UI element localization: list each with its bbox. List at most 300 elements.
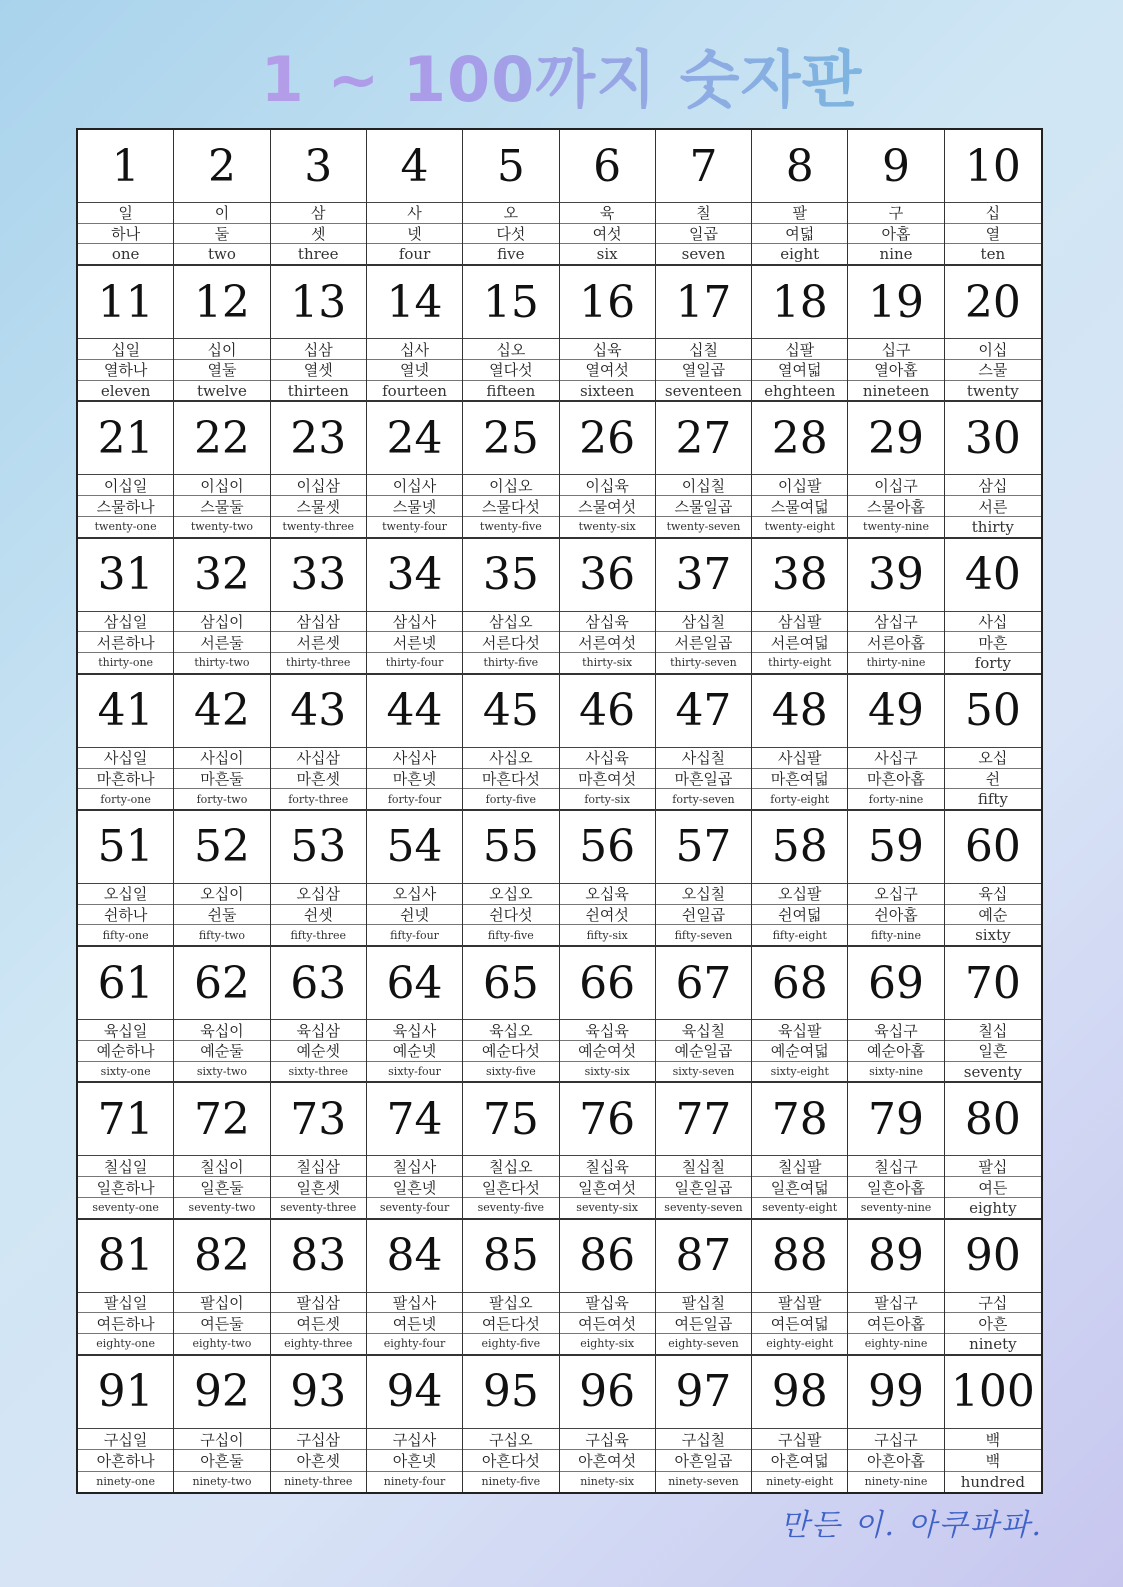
number-cell — [848, 130, 944, 266]
number-digit: 28 — [752, 402, 847, 475]
sino-korean-reading: 사십칠 — [656, 748, 751, 769]
native-korean-reading: 백 — [945, 1450, 1041, 1471]
number-digit: 84 — [367, 1220, 462, 1293]
native-korean-reading: 스물둘 — [174, 496, 269, 517]
number-cell — [752, 811, 848, 947]
number-digit: 17 — [656, 266, 751, 339]
english-word: sixty-nine — [869, 1065, 923, 1079]
english-word: eighty-three — [284, 1337, 353, 1351]
number-digit: 68 — [752, 947, 847, 1020]
number-cell — [848, 1083, 944, 1219]
number-cell — [752, 402, 848, 538]
native-korean-reading: 아흔 — [945, 1313, 1041, 1334]
native-korean-reading: 일흔여섯 — [560, 1177, 655, 1198]
english-word: forty-four — [387, 792, 442, 806]
sino-korean-reading: 칠십구 — [848, 1156, 943, 1177]
english-word: twenty-seven — [666, 520, 741, 534]
english-word: seventy-five — [477, 1201, 545, 1215]
number-cell — [78, 266, 174, 402]
number-digit: 52 — [174, 811, 269, 884]
native-korean-reading: 스물여섯 — [560, 496, 655, 517]
number-digit: 76 — [560, 1083, 655, 1156]
number-digit: 48 — [752, 675, 847, 748]
sino-korean-reading: 팔십이 — [174, 1293, 269, 1314]
sino-korean-reading: 삼십육 — [560, 612, 655, 633]
number-cell — [463, 675, 559, 811]
sino-korean-reading: 사십이 — [174, 748, 269, 769]
sino-korean-reading: 육십 — [945, 884, 1041, 905]
sino-korean-reading: 팔십 — [945, 1156, 1041, 1177]
sino-korean-reading: 구십구 — [848, 1429, 943, 1450]
native-korean-reading: 마흔하나 — [78, 769, 173, 790]
number-digit: 94 — [367, 1356, 462, 1429]
english-word: ninety — [969, 1334, 1017, 1353]
number-digit: 86 — [560, 1220, 655, 1293]
author-signature: 만든 이. 아쿠파파. — [779, 1508, 1043, 1543]
native-korean-reading: 아흔둘 — [174, 1450, 269, 1471]
sino-korean-reading: 구십사 — [367, 1429, 462, 1450]
native-korean-reading: 쉰하나 — [78, 905, 173, 926]
native-korean-reading: 열셋 — [271, 360, 366, 381]
sino-korean-reading: 십오 — [463, 339, 558, 360]
native-korean-reading: 일흔아홉 — [848, 1177, 943, 1198]
native-korean-reading: 여덟 — [752, 224, 847, 245]
number-cell — [174, 402, 270, 538]
number-cell — [367, 539, 463, 675]
english-word: sixty-six — [584, 1065, 630, 1079]
english-word: twenty-two — [190, 520, 254, 534]
number-cell — [848, 539, 944, 675]
english-word: ninety-eight — [766, 1475, 834, 1489]
number-digit: 56 — [560, 811, 655, 884]
english-word: thirty-nine — [866, 656, 926, 670]
number-digit: 44 — [367, 675, 462, 748]
number-digit: 65 — [463, 947, 558, 1020]
number-cell — [560, 947, 656, 1083]
native-korean-reading: 스물여덟 — [752, 496, 847, 517]
english-word: sixty-seven — [672, 1065, 735, 1079]
number-cell — [271, 675, 367, 811]
native-korean-reading: 다섯 — [463, 224, 558, 245]
english-word: ninety-six — [580, 1475, 635, 1489]
english-word: sixty-five — [485, 1065, 536, 1079]
number-cell — [174, 539, 270, 675]
number-cell — [463, 539, 559, 675]
number-digit: 13 — [271, 266, 366, 339]
number-digit: 38 — [752, 539, 847, 612]
sino-korean-reading: 팔십칠 — [656, 1293, 751, 1314]
number-cell — [560, 130, 656, 266]
sino-korean-reading: 오십사 — [367, 884, 462, 905]
english-word: eighty-two — [192, 1337, 252, 1351]
native-korean-reading: 셋 — [271, 224, 366, 245]
number-cell — [752, 675, 848, 811]
english-word: nineteen — [862, 381, 930, 400]
number-digit: 98 — [752, 1356, 847, 1429]
english-word: seventy-four — [379, 1201, 450, 1215]
number-digit: 60 — [945, 811, 1041, 884]
native-korean-reading: 일흔넷 — [367, 1177, 462, 1198]
number-digit: 62 — [174, 947, 269, 1020]
native-korean-reading: 스물아홉 — [848, 496, 943, 517]
number-digit: 51 — [78, 811, 173, 884]
number-cell — [848, 1356, 944, 1492]
number-digit: 73 — [271, 1083, 366, 1156]
native-korean-reading: 여든여덟 — [752, 1313, 847, 1334]
english-word: forty-three — [288, 792, 349, 806]
sino-korean-reading: 사 — [367, 203, 462, 224]
sino-korean-reading: 십삼 — [271, 339, 366, 360]
english-word: fifty-three — [290, 928, 347, 942]
number-digit: 11 — [78, 266, 173, 339]
english-word: three — [297, 245, 339, 264]
number-cell — [463, 266, 559, 402]
number-cell — [463, 1083, 559, 1219]
sino-korean-reading: 이십 — [945, 339, 1041, 360]
number-cell — [271, 811, 367, 947]
native-korean-reading: 서른하나 — [78, 632, 173, 653]
number-cell — [560, 539, 656, 675]
english-word: ninety-five — [481, 1475, 541, 1489]
number-digit: 36 — [560, 539, 655, 612]
native-korean-reading: 일곱 — [656, 224, 751, 245]
number-cell — [78, 539, 174, 675]
number-cell — [560, 1083, 656, 1219]
number-digit: 89 — [848, 1220, 943, 1293]
sino-korean-reading: 육십이 — [174, 1020, 269, 1041]
sino-korean-reading: 오십이 — [174, 884, 269, 905]
sino-korean-reading: 구십일 — [78, 1429, 173, 1450]
native-korean-reading: 일흔다섯 — [463, 1177, 558, 1198]
sino-korean-reading: 일 — [78, 203, 173, 224]
number-digit: 96 — [560, 1356, 655, 1429]
sino-korean-reading: 십이 — [174, 339, 269, 360]
sino-korean-reading: 오십오 — [463, 884, 558, 905]
number-digit: 30 — [945, 402, 1041, 475]
number-digit: 41 — [78, 675, 173, 748]
sino-korean-reading: 십일 — [78, 339, 173, 360]
english-word: eighty-four — [383, 1337, 446, 1351]
sino-korean-reading: 십사 — [367, 339, 462, 360]
sino-korean-reading: 구십삼 — [271, 1429, 366, 1450]
english-word: twenty-nine — [863, 520, 930, 534]
native-korean-reading: 열넷 — [367, 360, 462, 381]
english-word: forty-six — [584, 792, 630, 806]
sino-korean-reading: 십구 — [848, 339, 943, 360]
number-cell — [78, 130, 174, 266]
english-word: seventy-seven — [664, 1201, 743, 1215]
number-cell — [560, 811, 656, 947]
number-digit: 53 — [271, 811, 366, 884]
sino-korean-reading: 백 — [945, 1429, 1041, 1450]
english-word: fifty-seven — [674, 928, 733, 942]
native-korean-reading: 넷 — [367, 224, 462, 245]
sino-korean-reading: 오십육 — [560, 884, 655, 905]
number-cell — [656, 1220, 752, 1356]
native-korean-reading: 스물다섯 — [463, 496, 558, 517]
english-word: thirty-four — [385, 656, 444, 670]
sino-korean-reading: 육십삼 — [271, 1020, 366, 1041]
native-korean-reading: 예순넷 — [367, 1041, 462, 1062]
number-digit: 66 — [560, 947, 655, 1020]
number-digit: 79 — [848, 1083, 943, 1156]
english-word: ninety-one — [96, 1475, 156, 1489]
sino-korean-reading: 삼십구 — [848, 612, 943, 633]
native-korean-reading: 아흔셋 — [271, 1450, 366, 1471]
native-korean-reading: 열다섯 — [463, 360, 558, 381]
sino-korean-reading: 칠십팔 — [752, 1156, 847, 1177]
english-word: nine — [879, 245, 913, 264]
english-word: two — [207, 245, 236, 264]
native-korean-reading: 예순하나 — [78, 1041, 173, 1062]
number-cell — [367, 1083, 463, 1219]
native-korean-reading: 아홉 — [848, 224, 943, 245]
english-word: seventeen — [664, 381, 742, 400]
number-cell — [463, 130, 559, 266]
number-cell — [656, 1356, 752, 1492]
native-korean-reading: 마흔아홉 — [848, 769, 943, 790]
number-cell — [367, 130, 463, 266]
english-word: twenty-one — [94, 520, 157, 534]
sino-korean-reading: 이십사 — [367, 475, 462, 496]
sino-korean-reading: 구십이 — [174, 1429, 269, 1450]
sino-korean-reading: 오십 — [945, 748, 1041, 769]
number-cell — [463, 811, 559, 947]
number-digit: 46 — [560, 675, 655, 748]
number-cell — [271, 1083, 367, 1219]
number-digit: 83 — [271, 1220, 366, 1293]
number-digit: 50 — [945, 675, 1041, 748]
number-digit: 35 — [463, 539, 558, 612]
number-digit: 29 — [848, 402, 943, 475]
number-cell — [174, 1220, 270, 1356]
number-cell — [656, 675, 752, 811]
english-word: ninety-seven — [668, 1475, 739, 1489]
number-digit: 54 — [367, 811, 462, 884]
number-digit: 21 — [78, 402, 173, 475]
number-digit: 77 — [656, 1083, 751, 1156]
number-digit: 93 — [271, 1356, 366, 1429]
number-cell — [945, 947, 1041, 1083]
english-word: fourteen — [382, 381, 447, 400]
english-word: fifty-two — [198, 928, 246, 942]
native-korean-reading: 열하나 — [78, 360, 173, 381]
english-word: eighty-five — [481, 1337, 541, 1351]
number-digit: 61 — [78, 947, 173, 1020]
english-word: five — [497, 245, 525, 264]
sino-korean-reading: 칠십칠 — [656, 1156, 751, 1177]
number-digit: 43 — [271, 675, 366, 748]
native-korean-reading: 쉰 — [945, 769, 1041, 790]
number-digit: 97 — [656, 1356, 751, 1429]
sino-korean-reading: 구십 — [945, 1293, 1041, 1314]
native-korean-reading: 마흔넷 — [367, 769, 462, 790]
number-digit: 24 — [367, 402, 462, 475]
number-digit: 42 — [174, 675, 269, 748]
english-word: fifteen — [486, 381, 536, 400]
sino-korean-reading: 이십일 — [78, 475, 173, 496]
number-cell — [945, 1356, 1041, 1492]
native-korean-reading: 예순 — [945, 905, 1041, 926]
number-digit: 6 — [560, 130, 655, 203]
number-cell — [945, 1083, 1041, 1219]
native-korean-reading: 아흔다섯 — [463, 1450, 558, 1471]
number-cell — [945, 539, 1041, 675]
english-word: ten — [980, 245, 1006, 264]
sino-korean-reading: 사십삼 — [271, 748, 366, 769]
number-cell — [367, 402, 463, 538]
english-word: seventy — [963, 1062, 1022, 1081]
sino-korean-reading: 칠십이 — [174, 1156, 269, 1177]
number-cell — [174, 1083, 270, 1219]
native-korean-reading: 마흔둘 — [174, 769, 269, 790]
native-korean-reading: 아흔넷 — [367, 1450, 462, 1471]
native-korean-reading: 스물하나 — [78, 496, 173, 517]
native-korean-reading: 스물셋 — [271, 496, 366, 517]
english-word: eighty-seven — [668, 1337, 739, 1351]
english-word: thirty-seven — [670, 656, 737, 670]
number-cell — [560, 675, 656, 811]
native-korean-reading: 쉰여덟 — [752, 905, 847, 926]
sino-korean-reading: 이십구 — [848, 475, 943, 496]
number-digit: 91 — [78, 1356, 173, 1429]
native-korean-reading: 여든아홉 — [848, 1313, 943, 1334]
sino-korean-reading: 칠십 — [945, 1020, 1041, 1041]
english-word: sixty-one — [100, 1065, 151, 1079]
number-digit: 32 — [174, 539, 269, 612]
native-korean-reading: 쉰일곱 — [656, 905, 751, 926]
english-word: eleven — [100, 381, 151, 400]
number-digit: 9 — [848, 130, 943, 203]
number-digit: 87 — [656, 1220, 751, 1293]
number-digit: 12 — [174, 266, 269, 339]
native-korean-reading: 일흔하나 — [78, 1177, 173, 1198]
number-cell — [945, 1220, 1041, 1356]
native-korean-reading: 예순여섯 — [560, 1041, 655, 1062]
number-cell — [656, 539, 752, 675]
number-cell — [78, 675, 174, 811]
native-korean-reading: 서른넷 — [367, 632, 462, 653]
native-korean-reading: 서른 — [945, 496, 1041, 517]
number-cell — [78, 947, 174, 1083]
english-word: twenty — [966, 381, 1019, 400]
number-cell — [848, 266, 944, 402]
number-digit: 10 — [945, 130, 1041, 203]
native-korean-reading: 마흔여덟 — [752, 769, 847, 790]
english-word: six — [596, 245, 618, 264]
sino-korean-reading: 십칠 — [656, 339, 751, 360]
sino-korean-reading: 칠십사 — [367, 1156, 462, 1177]
sino-korean-reading: 사십구 — [848, 748, 943, 769]
native-korean-reading: 여든넷 — [367, 1313, 462, 1334]
number-cell — [367, 1220, 463, 1356]
english-word: forty-eight — [770, 792, 830, 806]
sino-korean-reading: 팔십일 — [78, 1293, 173, 1314]
english-word: seventy-six — [576, 1201, 638, 1215]
sino-korean-reading: 십 — [945, 203, 1041, 224]
english-word: four — [398, 245, 431, 264]
sino-korean-reading: 삼십일 — [78, 612, 173, 633]
sino-korean-reading: 칠십삼 — [271, 1156, 366, 1177]
english-word: seven — [681, 245, 726, 264]
number-cell — [463, 947, 559, 1083]
number-digit: 47 — [656, 675, 751, 748]
native-korean-reading: 예순일곱 — [656, 1041, 751, 1062]
number-cell — [463, 1220, 559, 1356]
english-word: twenty-eight — [764, 520, 835, 534]
native-korean-reading: 일흔여덟 — [752, 1177, 847, 1198]
sino-korean-reading: 사십사 — [367, 748, 462, 769]
native-korean-reading: 일흔둘 — [174, 1177, 269, 1198]
english-word: sixty — [975, 926, 1011, 945]
number-digit: 70 — [945, 947, 1041, 1020]
number-cell — [848, 1220, 944, 1356]
number-digit: 22 — [174, 402, 269, 475]
english-word: fifty-one — [102, 928, 149, 942]
native-korean-reading: 여섯 — [560, 224, 655, 245]
number-digit: 85 — [463, 1220, 558, 1293]
number-cell — [367, 811, 463, 947]
native-korean-reading: 열둘 — [174, 360, 269, 381]
english-word: thirty-six — [582, 656, 633, 670]
native-korean-reading: 여든하나 — [78, 1313, 173, 1334]
sino-korean-reading: 육십칠 — [656, 1020, 751, 1041]
number-cell — [752, 130, 848, 266]
number-digit: 1 — [78, 130, 173, 203]
number-cell — [367, 1356, 463, 1492]
number-cell — [656, 947, 752, 1083]
english-word: eighty-eight — [766, 1337, 834, 1351]
native-korean-reading: 하나 — [78, 224, 173, 245]
native-korean-reading: 여든다섯 — [463, 1313, 558, 1334]
native-korean-reading: 아흔아홉 — [848, 1450, 943, 1471]
native-korean-reading: 마흔셋 — [271, 769, 366, 790]
english-word: eighty-six — [580, 1337, 635, 1351]
number-digit: 23 — [271, 402, 366, 475]
number-digit: 15 — [463, 266, 558, 339]
number-digit: 95 — [463, 1356, 558, 1429]
number-cell — [174, 947, 270, 1083]
number-digit: 2 — [174, 130, 269, 203]
sino-korean-reading: 구십오 — [463, 1429, 558, 1450]
native-korean-reading: 아흔여덟 — [752, 1450, 847, 1471]
sino-korean-reading: 사십육 — [560, 748, 655, 769]
sino-korean-reading: 팔십오 — [463, 1293, 558, 1314]
number-cell — [174, 675, 270, 811]
sino-korean-reading: 삼십오 — [463, 612, 558, 633]
native-korean-reading: 서른셋 — [271, 632, 366, 653]
english-word: forty — [974, 653, 1011, 672]
native-korean-reading: 열 — [945, 224, 1041, 245]
english-word: fifty-five — [487, 928, 534, 942]
number-digit: 75 — [463, 1083, 558, 1156]
english-word: thirty-one — [98, 656, 154, 670]
sino-korean-reading: 칠십오 — [463, 1156, 558, 1177]
number-cell — [656, 402, 752, 538]
english-word: thirty-three — [286, 656, 351, 670]
sino-korean-reading: 육십팔 — [752, 1020, 847, 1041]
english-word: fifty-eight — [772, 928, 827, 942]
native-korean-reading: 마흔다섯 — [463, 769, 558, 790]
native-korean-reading: 쉰아홉 — [848, 905, 943, 926]
sino-korean-reading: 오십삼 — [271, 884, 366, 905]
native-korean-reading: 서른여섯 — [560, 632, 655, 653]
number-digit: 7 — [656, 130, 751, 203]
native-korean-reading: 여든일곱 — [656, 1313, 751, 1334]
number-digit: 71 — [78, 1083, 173, 1156]
english-word: sixty-eight — [770, 1065, 829, 1079]
number-cell — [848, 402, 944, 538]
